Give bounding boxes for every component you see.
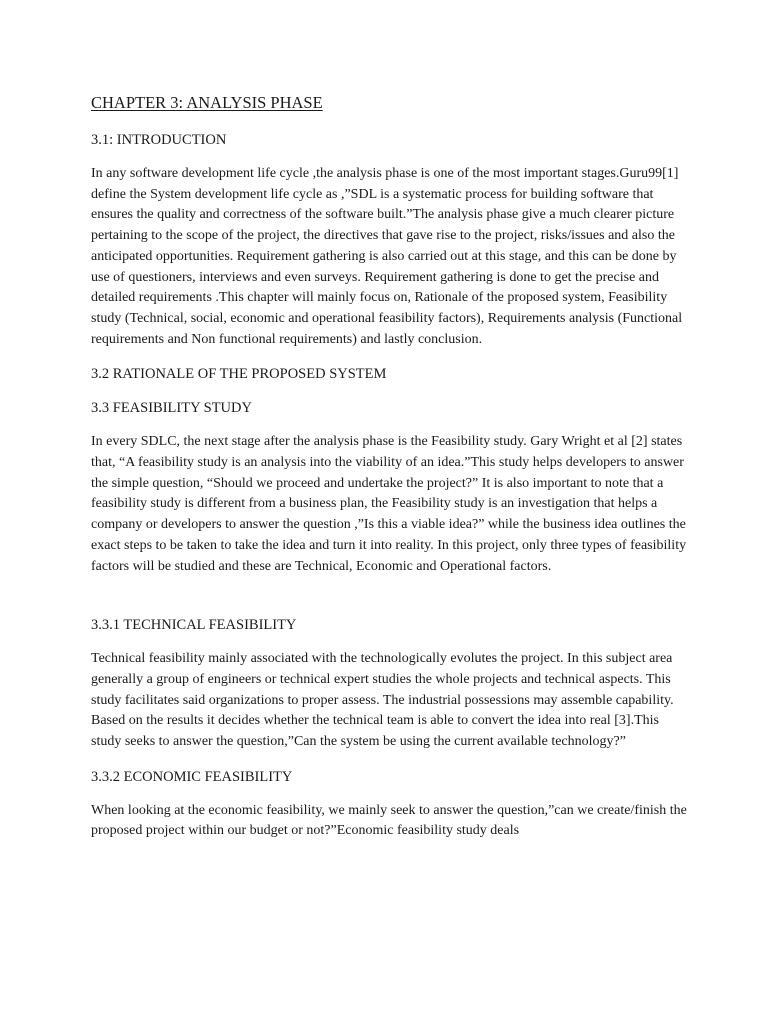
paragraph-feasibility: In every SDLC, the next stage after the analysis phase is the Feasibility study. Gary Wright et al [2] states that, “A feasibility study is an analysis into the viability of an idea.”This study helps developers to answer the simple question, “Should we proceed and undertake the project?” It is also important to note that a feasibility study is different from a business plan, the Feasibility study is an investigation that helps a company or developers to answer the question ,”Is this a viable idea?” while the business idea outlines the exact steps to be taken to take the idea and turn it into reality. In this project, only three types of feasibility factors will be studied and these are Technical, Economic and Operational factors. bbox=[91, 434, 687, 574]
paragraph-economic: When looking at the economic feasibility, we mainly seek to answer the question,”can we create/finish the proposed project within our budget or not?”Economic feasibility study deals bbox=[91, 802, 687, 839]
section-heading-rationale: 3.2 RATIONALE OF THE PROPOSED SYSTEM bbox=[91, 366, 387, 383]
paragraph-introduction: In any software development life cycle ,the analysis phase is one of the most important stages.Guru99[1] define the System development life cycle as ,”SDL is a systematic process for building software that ensures the quality and correctness of the software built.”The analysis phase give a much clearer picture pertaining to the scope of the project, the directives that gave rise to the project, risks/issues and also the anticipated opportunities. Requirement gathering is also carried out at this stage, and this can be done by use of questioners, interviews and even surveys. Requirement gathering is done to get the precise and detailed requirements .This chapter will mainly focus on, Rationale of the proposed system, Feasibility study (Technical, social, economic and operational feasibility factors), Requirements analysis (Functional requirements and Non functional requirements) and lastly conclusion. bbox=[91, 166, 683, 347]
section-heading-feasibility: 3.3 FEASIBILITY STUDY bbox=[91, 400, 252, 417]
document-page bbox=[91, 92, 691, 856]
chapter-title: CHAPTER 3: ANALYSIS PHASE bbox=[91, 93, 323, 112]
section-heading-technical: 3.3.1 TECHNICAL FEASIBILITY bbox=[91, 617, 297, 634]
section-heading-economic: 3.3.2 ECONOMIC FEASIBILITY bbox=[91, 768, 293, 785]
section-heading-introduction: 3.1: INTRODUCTION bbox=[91, 132, 227, 148]
blank-line bbox=[91, 591, 691, 615]
paragraph-technical: Technical feasibility mainly associated with the technologically evolutes the project. In this subject area generally a group of engineers or technical expert studies the whole projects and technical aspects. This study facilitates said organizations to proper assess. The industrial possessions may assemble capability. Based on the results it decides whether the technical team is able to convert the idea into real [3].This study seeks to answer the question,”Can the system be using the current available technology?” bbox=[91, 651, 674, 750]
